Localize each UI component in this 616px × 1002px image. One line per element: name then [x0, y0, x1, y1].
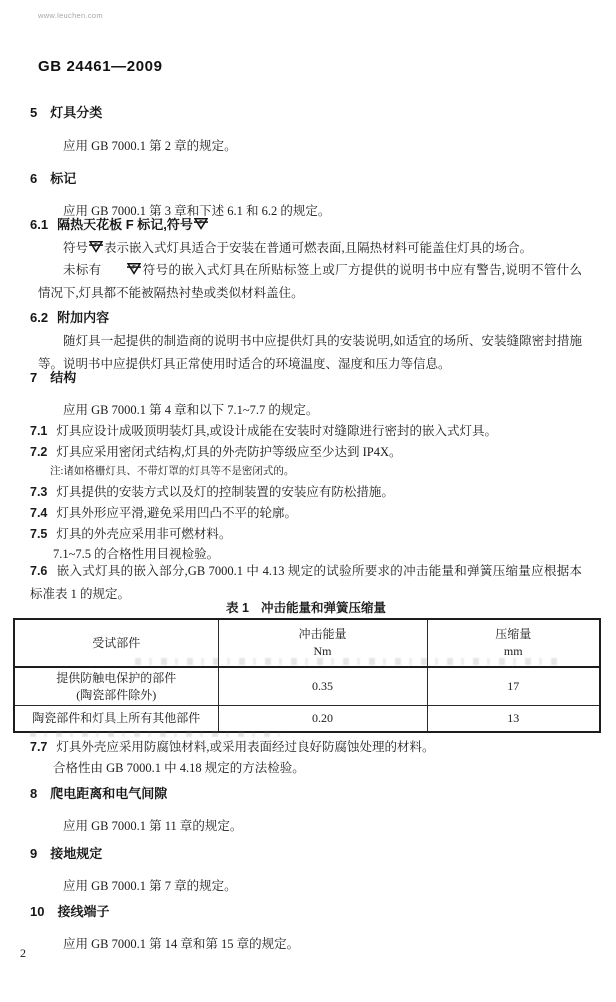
clause-number: 7.7 [30, 740, 48, 754]
table-1-caption [13, 598, 599, 616]
section-6-1-number: 6.1 [30, 217, 49, 232]
clause-7-3 [30, 481, 582, 504]
section-6-1-title: 隔热天花板 F 标记,符号 [57, 217, 193, 232]
section-10-number: 10 [30, 904, 45, 919]
section-5-number: 5 [30, 105, 38, 120]
clause-number: 7.6 [30, 564, 48, 578]
table-row [14, 706, 600, 733]
clause-text: 灯具外形应平滑,避免采用凹凸不平的轮廓。 [56, 506, 298, 520]
section-5-title: 灯具分类 [50, 105, 103, 120]
paragraph-text: 表示嵌入式灯具适合于安装在普通可燃表面,且隔热材料可能盖住灯具的场合。 [104, 241, 533, 255]
section-9-heading [30, 843, 102, 862]
clause-number: 7.5 [30, 527, 48, 541]
clause-7-7 [30, 736, 582, 759]
section-6-paragraph: 应用 GB 7000.1 第 3 章和下述 6.1 和 6.2 的规定。 [63, 204, 331, 218]
section-6-2-number: 6.2 [30, 310, 49, 325]
cell-part: 陶瓷部件和灯具上所有其他部件 [14, 706, 218, 733]
section-6-number: 6 [30, 171, 38, 186]
section-9-title: 接地规定 [50, 846, 103, 861]
f-mark-symbol-icon [89, 240, 103, 253]
cell-impact: 0.35 [218, 667, 427, 706]
section-6-title: 标记 [50, 171, 77, 186]
table-1-caption-title: 冲击能量和弹簧压缩量 [260, 601, 386, 615]
f-mark-symbol-icon [194, 217, 208, 230]
section-7-paragraph: 应用 GB 7000.1 第 4 章和以下 7.1~7.7 的规定。 [63, 403, 319, 417]
clause-text: 灯具应设计成吸顶明装灯具,或设计成能在安装时对缝隙进行密封的嵌入式灯具。 [56, 424, 498, 438]
watermark-url: www.leuchen.com [38, 11, 103, 20]
visual-check-paragraph: 7.1~7.5 的合格性用目视检验。 [53, 547, 220, 561]
page-number: 2 [20, 946, 26, 960]
section-6-2-paragraph: 随灯具一起提供的制造商的说明书中应提供灯具的安装说明,如适宜的场所、安装缝隙密封措施等。说明书中应提供灯具正常使用时适合的环境温度、湿度和压力等信息。 [38, 334, 582, 371]
clause-text: 灯具应采用密闭式结构,灯具的外壳防护等级应至少达到 IP4X。 [56, 445, 402, 459]
cell-part [14, 667, 218, 706]
section-10-heading [30, 901, 109, 920]
section-6-1-paragraph-1 [38, 237, 607, 260]
section-10-title: 接线端子 [57, 904, 110, 919]
section-10-paragraph: 应用 GB 7000.1 第 14 章和第 15 章的规定。 [63, 937, 300, 951]
clause-number: 7.1 [30, 424, 48, 438]
column-unit: Nm [313, 644, 332, 658]
table-row [14, 667, 600, 706]
table-1-caption-label: 表 1 [226, 601, 249, 615]
clause-7-2 [30, 441, 582, 464]
clause-text: 灯具外壳应采用防腐蚀材料,或采用表面经过良好防腐蚀处理的材料。 [56, 740, 435, 754]
cell-compression: 17 [427, 667, 600, 706]
scan-watermark-artifact [135, 658, 565, 665]
section-8-paragraph: 应用 GB 7000.1 第 11 章的规定。 [63, 819, 243, 833]
column-header: 受试部件 [92, 635, 141, 650]
clause-7-1 [30, 420, 582, 443]
paragraph-text: 未标有 [63, 263, 102, 277]
cell-text: (陶瓷部件除外) [76, 687, 157, 702]
section-7-title: 结构 [50, 370, 77, 385]
section-7-heading [30, 367, 76, 386]
clause-number: 7.2 [30, 445, 48, 459]
clause-text: 灯具的外壳应采用非可燃材料。 [56, 527, 232, 541]
section-6-heading [30, 168, 76, 187]
svg-text:F: F [199, 220, 203, 227]
cell-impact: 0.20 [218, 706, 427, 733]
clause-7-2-note: 注:诸如格栅灯具、不带灯罩的灯具等不是密闭式的。 [50, 466, 295, 477]
clause-number: 7.3 [30, 485, 48, 499]
clause-text: 灯具提供的安装方式以及灯的控制装置的安装应有防松措施。 [56, 485, 394, 499]
impact-energy-table [13, 618, 601, 733]
clause-text: 嵌入式灯具的嵌入部分,GB 7000.1 中 4.13 规定的试验所要求的冲击能量和弹簧压缩量应根据本标准表 1 的规定。 [30, 564, 582, 601]
column-header: 压缩量 [495, 627, 532, 641]
section-6-2-title: 附加内容 [57, 310, 110, 325]
section-9-number: 9 [30, 846, 38, 861]
section-8-title: 爬电距离和电气间隙 [50, 786, 168, 801]
section-6-1-heading [30, 214, 209, 233]
clause-number: 7.4 [30, 506, 48, 520]
section-8-heading [30, 783, 167, 802]
svg-text:F: F [94, 243, 98, 250]
section-9-paragraph: 应用 GB 7000.1 第 7 章的规定。 [63, 879, 237, 893]
section-8-number: 8 [30, 786, 38, 801]
section-6-1-paragraph-2 [38, 259, 582, 305]
doc-number: GB 24461—2009 [38, 58, 163, 75]
f-mark-symbol-icon [102, 262, 141, 275]
paragraph-text: 符号 [63, 241, 89, 255]
section-6-2-heading [30, 307, 109, 326]
section-7-number: 7 [30, 370, 38, 385]
section-5-heading [30, 102, 102, 121]
svg-text:F: F [132, 265, 137, 272]
clause-7-7-paragraph-2: 合格性由 GB 7000.1 中 4.18 规定的方法检验。 [53, 761, 305, 775]
cell-compression: 13 [427, 706, 600, 733]
paragraph-text: 符号的嵌入式灯具在所贴标签上或厂方提供的说明书中应有警告,说明不管什么情况下,灯具都不能被隔热衬垫或类似材料盖住。 [38, 263, 582, 300]
section-5-paragraph: 应用 GB 7000.1 第 2 章的规定。 [63, 139, 237, 153]
cell-text: 提供防触电保护的部件 [56, 670, 177, 685]
clause-7-4 [30, 502, 582, 525]
column-header: 冲击能量 [298, 627, 347, 641]
column-unit: mm [503, 644, 523, 658]
